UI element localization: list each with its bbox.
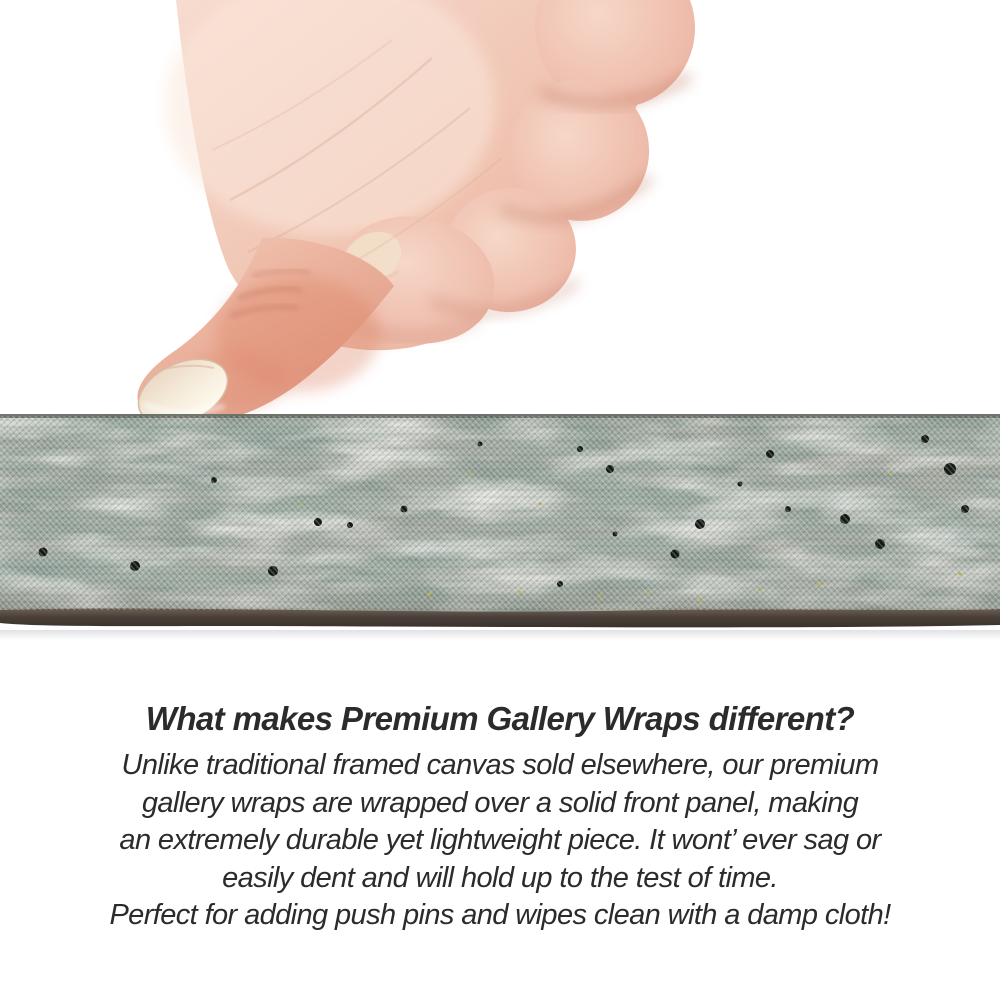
- info-line: Perfect for adding push pins and wipes clean with a damp cloth!: [109, 899, 891, 931]
- thumb: [128, 238, 394, 435]
- info-text-block: [0, 698, 1000, 935]
- info-line: gallery wraps are wrapped over a solid front panel, making: [141, 786, 859, 819]
- hand-pressing-canvas-graphic: [0, 0, 1000, 435]
- info-body: [0, 747, 1000, 935]
- strip-drop-shadow: [0, 630, 1000, 640]
- hand-graphic: [128, 0, 713, 435]
- hand-photo-area: [0, 0, 1000, 435]
- canvas-texture-graphic: [0, 414, 1000, 630]
- canvas-edge-strip: [0, 414, 1000, 630]
- info-line: easily dent and will hold up to the test of time.: [222, 861, 778, 894]
- info-line: Unlike traditional framed canvas sold elsewhere, our premium: [121, 749, 879, 781]
- info-heading: What makes Premium Gallery Wraps different?: [145, 700, 855, 737]
- canvas-texture-layers: [0, 414, 1000, 612]
- info-line: an extremely durable yet lightweight piece. It wont’ ever sag or: [119, 824, 881, 856]
